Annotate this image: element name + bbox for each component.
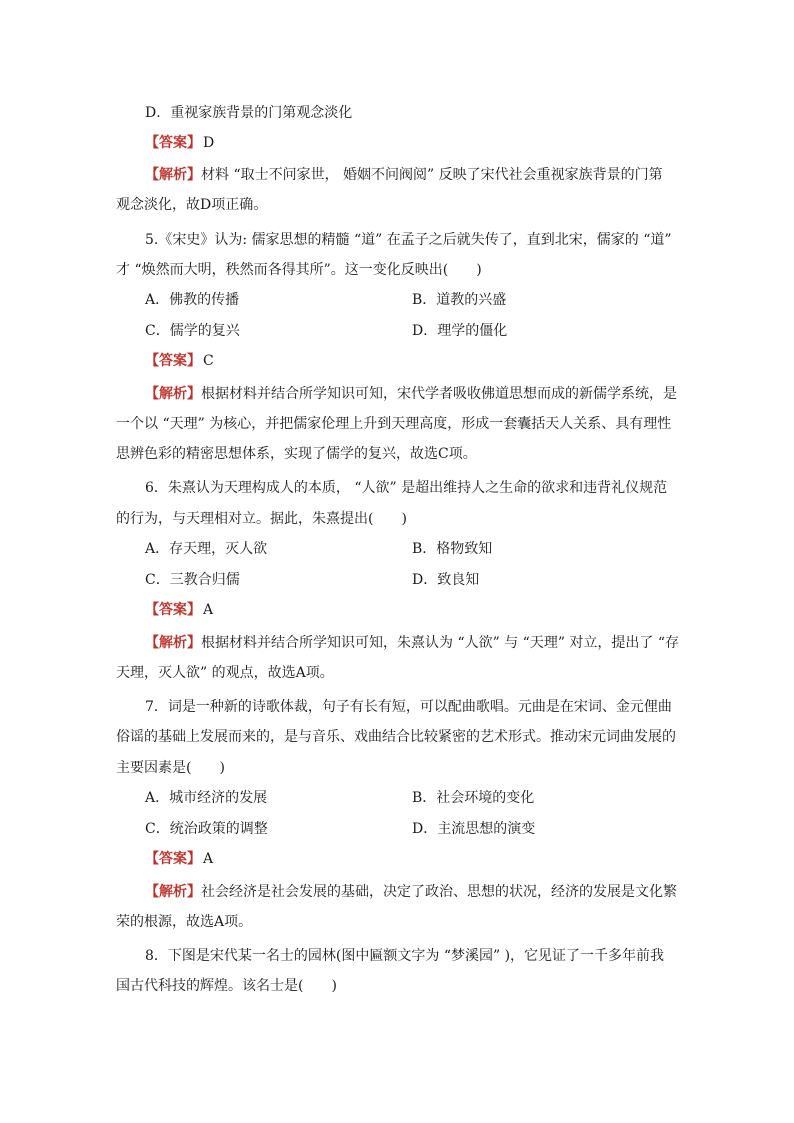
q7-explanation-line-1 (145, 882, 677, 902)
q7-option-a: A．城市经济的发展 (145, 790, 268, 806)
q5-stem-line-1: 5.《宋史》认为: 儒家思想的精髓 “道” 在孟子之后就失传了，直到北宋，儒家的 “道” (145, 232, 672, 248)
q6-explanation-line-1 (145, 633, 679, 653)
q4-explanation-line-2: 观念淡化，故D项正确。 (116, 197, 268, 213)
q5-option-b: B．道教的兴盛 (412, 292, 507, 308)
q4-answer (145, 133, 214, 153)
explanation-text: 社会经济是社会发展的基础，决定了政治、思想的状况，经济的发展是文化繁 (201, 884, 677, 900)
answer-value: A (203, 602, 214, 618)
q6-explanation-line-2: 天理，灭人欲” 的观点，故选A项。 (116, 665, 334, 681)
explanation-label: 【解析】 (145, 167, 201, 183)
q5-explanation-line-3: 思辨色彩的精密思想体系，实现了儒学的复兴，故选C项。 (116, 446, 477, 462)
explanation-text: 材料 “取士不问家世， 婚姻不问阀阅” 反映了宋代社会重视家族背景的门第 (201, 167, 663, 183)
q7-answer (145, 849, 213, 869)
q6-option-c: C．三教合归儒 (145, 572, 240, 588)
explanation-text: 根据材料并结合所学知识可知，朱熹认为 “人欲” 与 “天理” 对立，提出了 “存 (201, 635, 680, 651)
answer-value: C (203, 353, 214, 369)
explanation-label: 【解析】 (145, 635, 201, 651)
q6-stem-line-1: 6．朱熹认为天理构成人的本质， “人欲” 是超出维持人之生命的欲求和违背礼仪规范 (145, 480, 668, 496)
answer-value: A (203, 851, 214, 867)
explanation-label: 【解析】 (145, 884, 201, 900)
q7-explanation-line-2: 荣的根源，故选A项。 (116, 914, 253, 930)
q6-answer (145, 600, 213, 620)
answer-label: 【答案】 (145, 135, 201, 151)
answer-value: D (203, 135, 215, 151)
q7-option-b: B．社会环境的变化 (412, 790, 535, 806)
q5-explanation-line-2: 一个以 “天理” 为核心，并把儒家伦理上升到天理高度，形成一套囊括天人关系、具有理性 (116, 416, 672, 432)
q7-stem-line-3: 主要因素是( ) (116, 760, 225, 776)
q7-stem-line-2: 俗谣的基础上发展而来的，是与音乐、戏曲结合比较紧密的艺术形式。推动宋元词曲发展的 (116, 729, 676, 745)
explanation-label: 【解析】 (145, 386, 201, 402)
q7-stem-line-1: 7．词是一种新的诗歌体裁，句子有长有短，可以配曲歌唱。元曲是在宋词、金元俚曲 (145, 699, 672, 715)
q8-stem-line-1: 8．下图是宋代某一名士的园林(图中匾额文字为 “梦溪园” )，它见证了一千多年前我 (145, 948, 665, 964)
q5-option-d: D．理学的僵化 (412, 323, 508, 339)
q6-stem-line-2: 的行为，与天理相对立。据此，朱熹提出( ) (116, 511, 407, 527)
q7-option-d: D．主流思想的演变 (412, 821, 536, 837)
answer-label: 【答案】 (145, 353, 201, 369)
q8-stem-line-2: 国古代科技的辉煌。该名士是( ) (116, 978, 337, 994)
answer-label: 【答案】 (145, 602, 201, 618)
q5-option-a: A．佛教的传播 (145, 292, 240, 308)
q6-option-a: A．存天理，灭人欲 (145, 541, 268, 557)
q5-option-c: C．儒学的复兴 (145, 323, 240, 339)
explanation-text: 根据材料并结合所学知识可知，宋代学者吸收佛道思想而成的新儒学系统，是 (201, 386, 677, 402)
answer-label: 【答案】 (145, 851, 201, 867)
q6-option-b: B．格物致知 (412, 541, 493, 557)
q5-answer (145, 351, 214, 371)
q5-stem-line-2: 才 “焕然而大明，秩然而各得其所”。这一变化反映出( ) (116, 262, 482, 278)
q4-explanation-line-1 (145, 165, 663, 185)
q7-option-c: C．统治政策的调整 (145, 821, 268, 837)
q5-explanation-line-1 (145, 384, 677, 404)
q4-option-d: D．重视家族背景的门第观念淡化 (145, 105, 353, 121)
q6-option-d: D．致良知 (412, 572, 480, 588)
